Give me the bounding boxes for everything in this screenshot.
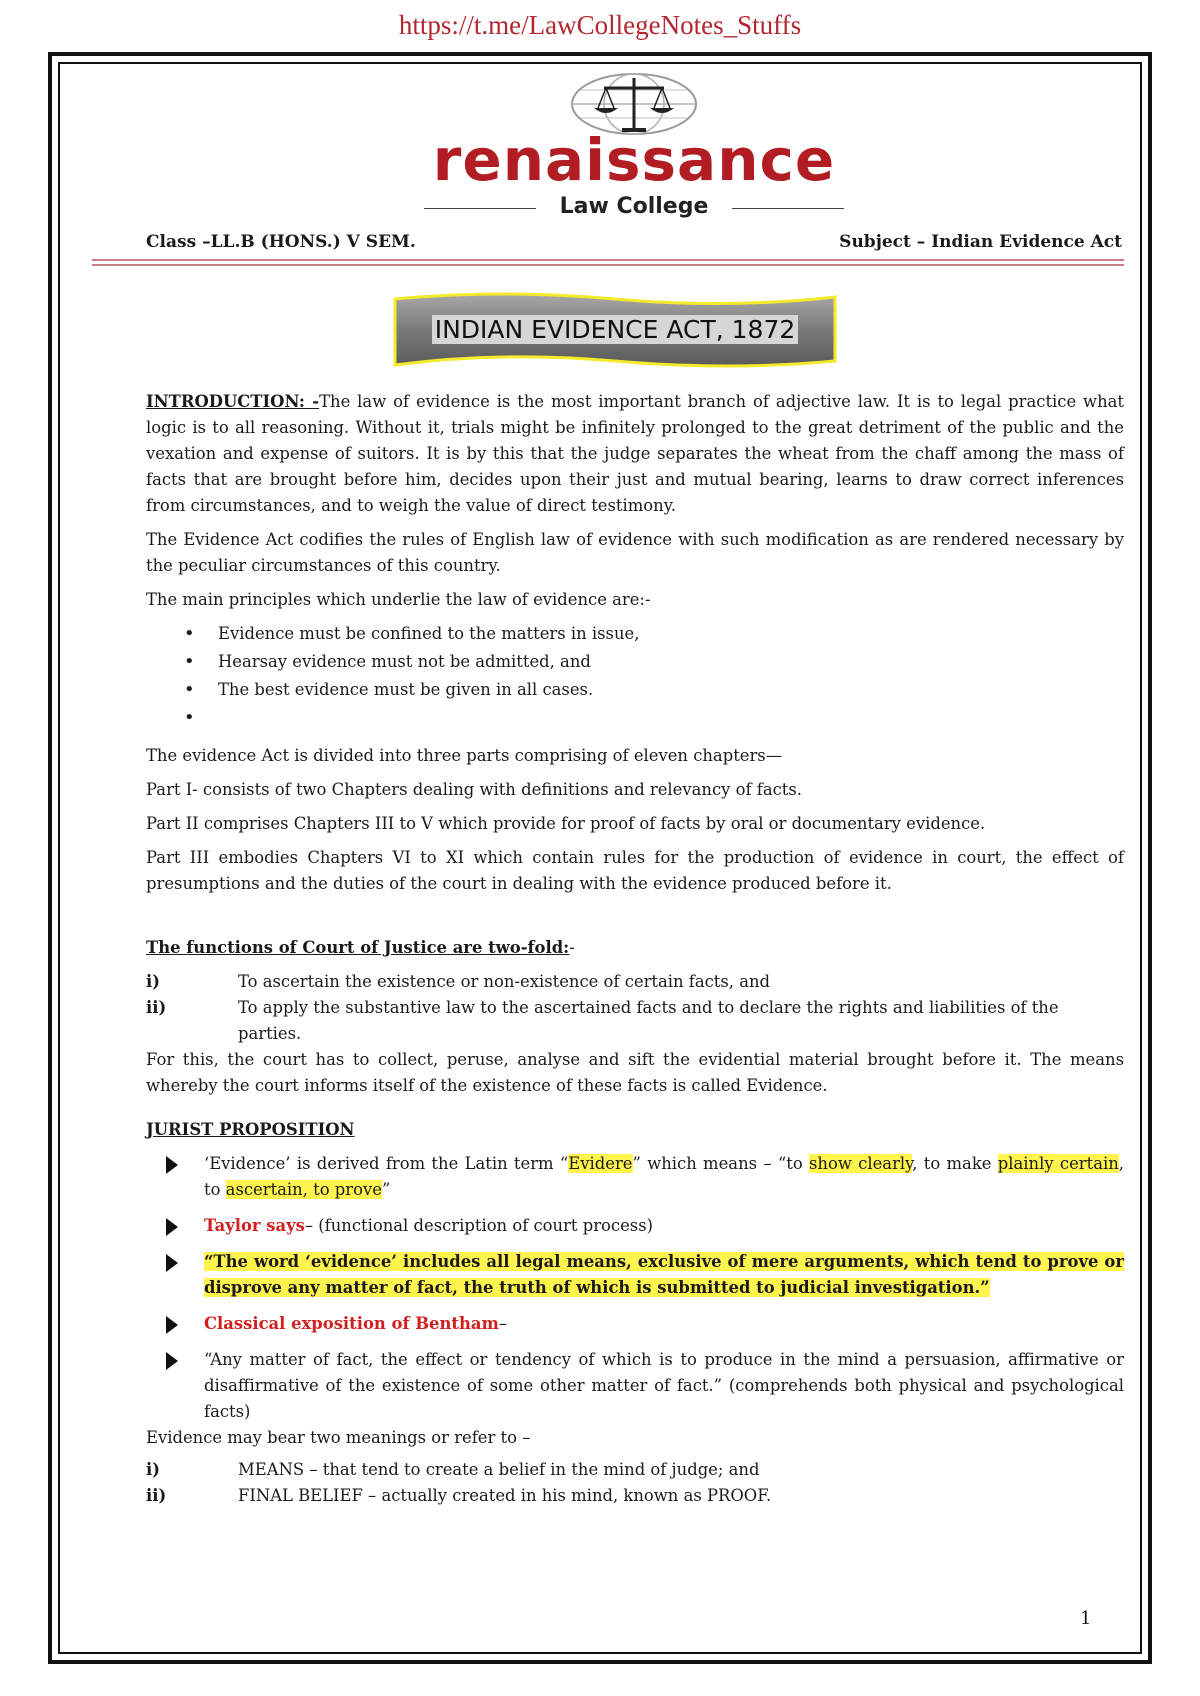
header-meta-row <box>146 232 1122 260</box>
functions-heading: The functions of Court of Justice are two-fold:- <box>146 938 575 957</box>
document-body <box>146 389 1124 1509</box>
meanings-lead: Evidence may bear two meanings or refer to – <box>146 1428 531 1447</box>
list-item: • The best evidence must be given in all cases. <box>146 677 1124 705</box>
list-item: ii) To apply the substantive law to the ascertained facts and to declare the rights and liabilities of the parties. <box>146 998 1059 1043</box>
logo-wordmark: renaissance <box>432 126 836 194</box>
logo-subtitle: Law College <box>559 194 709 219</box>
functions-list <box>146 969 1124 1047</box>
jurist-item-etymology: ‘Evidence’ is derived from the Latin term “Evidere” which means – “to show clearly, to make plainly certain, to ascertain, to prove” <box>146 1151 1124 1203</box>
telegram-url[interactable]: https://t.me/LawCollegeNotes_Stuffs <box>398 10 802 40</box>
list-item <box>146 705 1124 733</box>
class-label: Class –LL.B (HONS.) V SEM. <box>146 232 416 252</box>
list-item: • Evidence must be confined to the matters in issue, <box>146 621 1124 649</box>
jurist-item-definition: “The word ‘evidence’ includes all legal means, exclusive of mere arguments, which tend to prove or disprove any matter of fact, the truth of which is submitted to judicial investigation.” <box>146 1249 1124 1301</box>
principles-list <box>146 621 1124 733</box>
college-logo <box>414 70 854 220</box>
header-divider <box>92 259 1124 261</box>
title-banner <box>392 291 838 371</box>
header-divider-secondary <box>92 264 1124 266</box>
intro-heading: INTRODUCTION: - <box>146 392 320 411</box>
codifies-paragraph: The Evidence Act codifies the rules of English law of evidence with such modification as are rendered necessary by the peculiar circumstances of this country. <box>146 530 1124 575</box>
intro-text: The law of evidence is the most important branch of adjective law. It is to legal practice what logic is to all reasoning. Without it, trials might be infinitely prolonged to the great detriment of the public and the vexation and expense of suitors. It is by this that the judge separates the wheat from the chaff among the mass of facts that are brought before him, decides upon their just and mutual bearing, learns to draw correct inferences from circumstances, and to weigh the value of direct testimony. <box>146 392 1124 515</box>
arrow-bullet-icon <box>166 1254 178 1272</box>
principles-lead: The main principles which underlie the law of evidence are:- <box>146 590 651 609</box>
arrow-bullet-icon <box>166 1156 178 1174</box>
part-three: Part III embodies Chapters VI to XI which contain rules for the production of evidence in court, the effect of presumptions and the duties of the court in dealing with the evidence produced before it. <box>146 848 1124 893</box>
arrow-bullet-icon <box>166 1218 178 1236</box>
spacer <box>146 1107 1124 1117</box>
arrow-bullet-icon <box>166 1316 178 1334</box>
subject-label: Subject – Indian Evidence Act <box>839 232 1122 252</box>
logo-rule-right <box>732 208 844 209</box>
list-item: i) To ascertain the existence or non-existence of certain facts, and <box>146 972 771 991</box>
jurist-item-bentham: Classical exposition of Bentham– <box>146 1311 1124 1337</box>
part-two: Part II comprises Chapters III to V which provide for proof of facts by oral or documentary evidence. <box>146 814 986 833</box>
list-item: ii) FINAL BELIEF – actually created in his mind, known as PROOF. <box>146 1486 772 1505</box>
list-item: • Hearsay evidence must not be admitted, and <box>146 649 1124 677</box>
part-one: Part I- consists of two Chapters dealing with definitions and relevancy of facts. <box>146 780 802 799</box>
meanings-list <box>146 1457 1124 1509</box>
spacer <box>146 905 1124 935</box>
intro-paragraph <box>146 389 1124 519</box>
jurist-item-bentham-quote: “Any matter of fact, the effect or tendency of which is to produce in the mind a persuasion, affirmative or disaffirmative of the existence of some other matter of fact.” (comprehends both physical and psychological facts) <box>146 1347 1124 1425</box>
jurist-heading: JURIST PROPOSITION <box>146 1120 355 1139</box>
parts-intro: The evidence Act is divided into three parts comprising of eleven chapters— <box>146 746 783 765</box>
document-title: INDIAN EVIDENCE ACT, 1872 <box>392 291 838 371</box>
functions-closing: For this, the court has to collect, peruse, analyse and sift the evidential material brought before it. The means whereby the court informs itself of the existence of these facts is called Evidence. <box>146 1050 1124 1095</box>
jurist-item-taylor: Taylor says– (functional description of court process) <box>146 1213 1124 1239</box>
list-item: i) MEANS – that tend to create a belief in the mind of judge; and <box>146 1460 760 1479</box>
page-number: 1 <box>1080 1608 1092 1629</box>
arrow-bullet-icon <box>166 1352 178 1370</box>
